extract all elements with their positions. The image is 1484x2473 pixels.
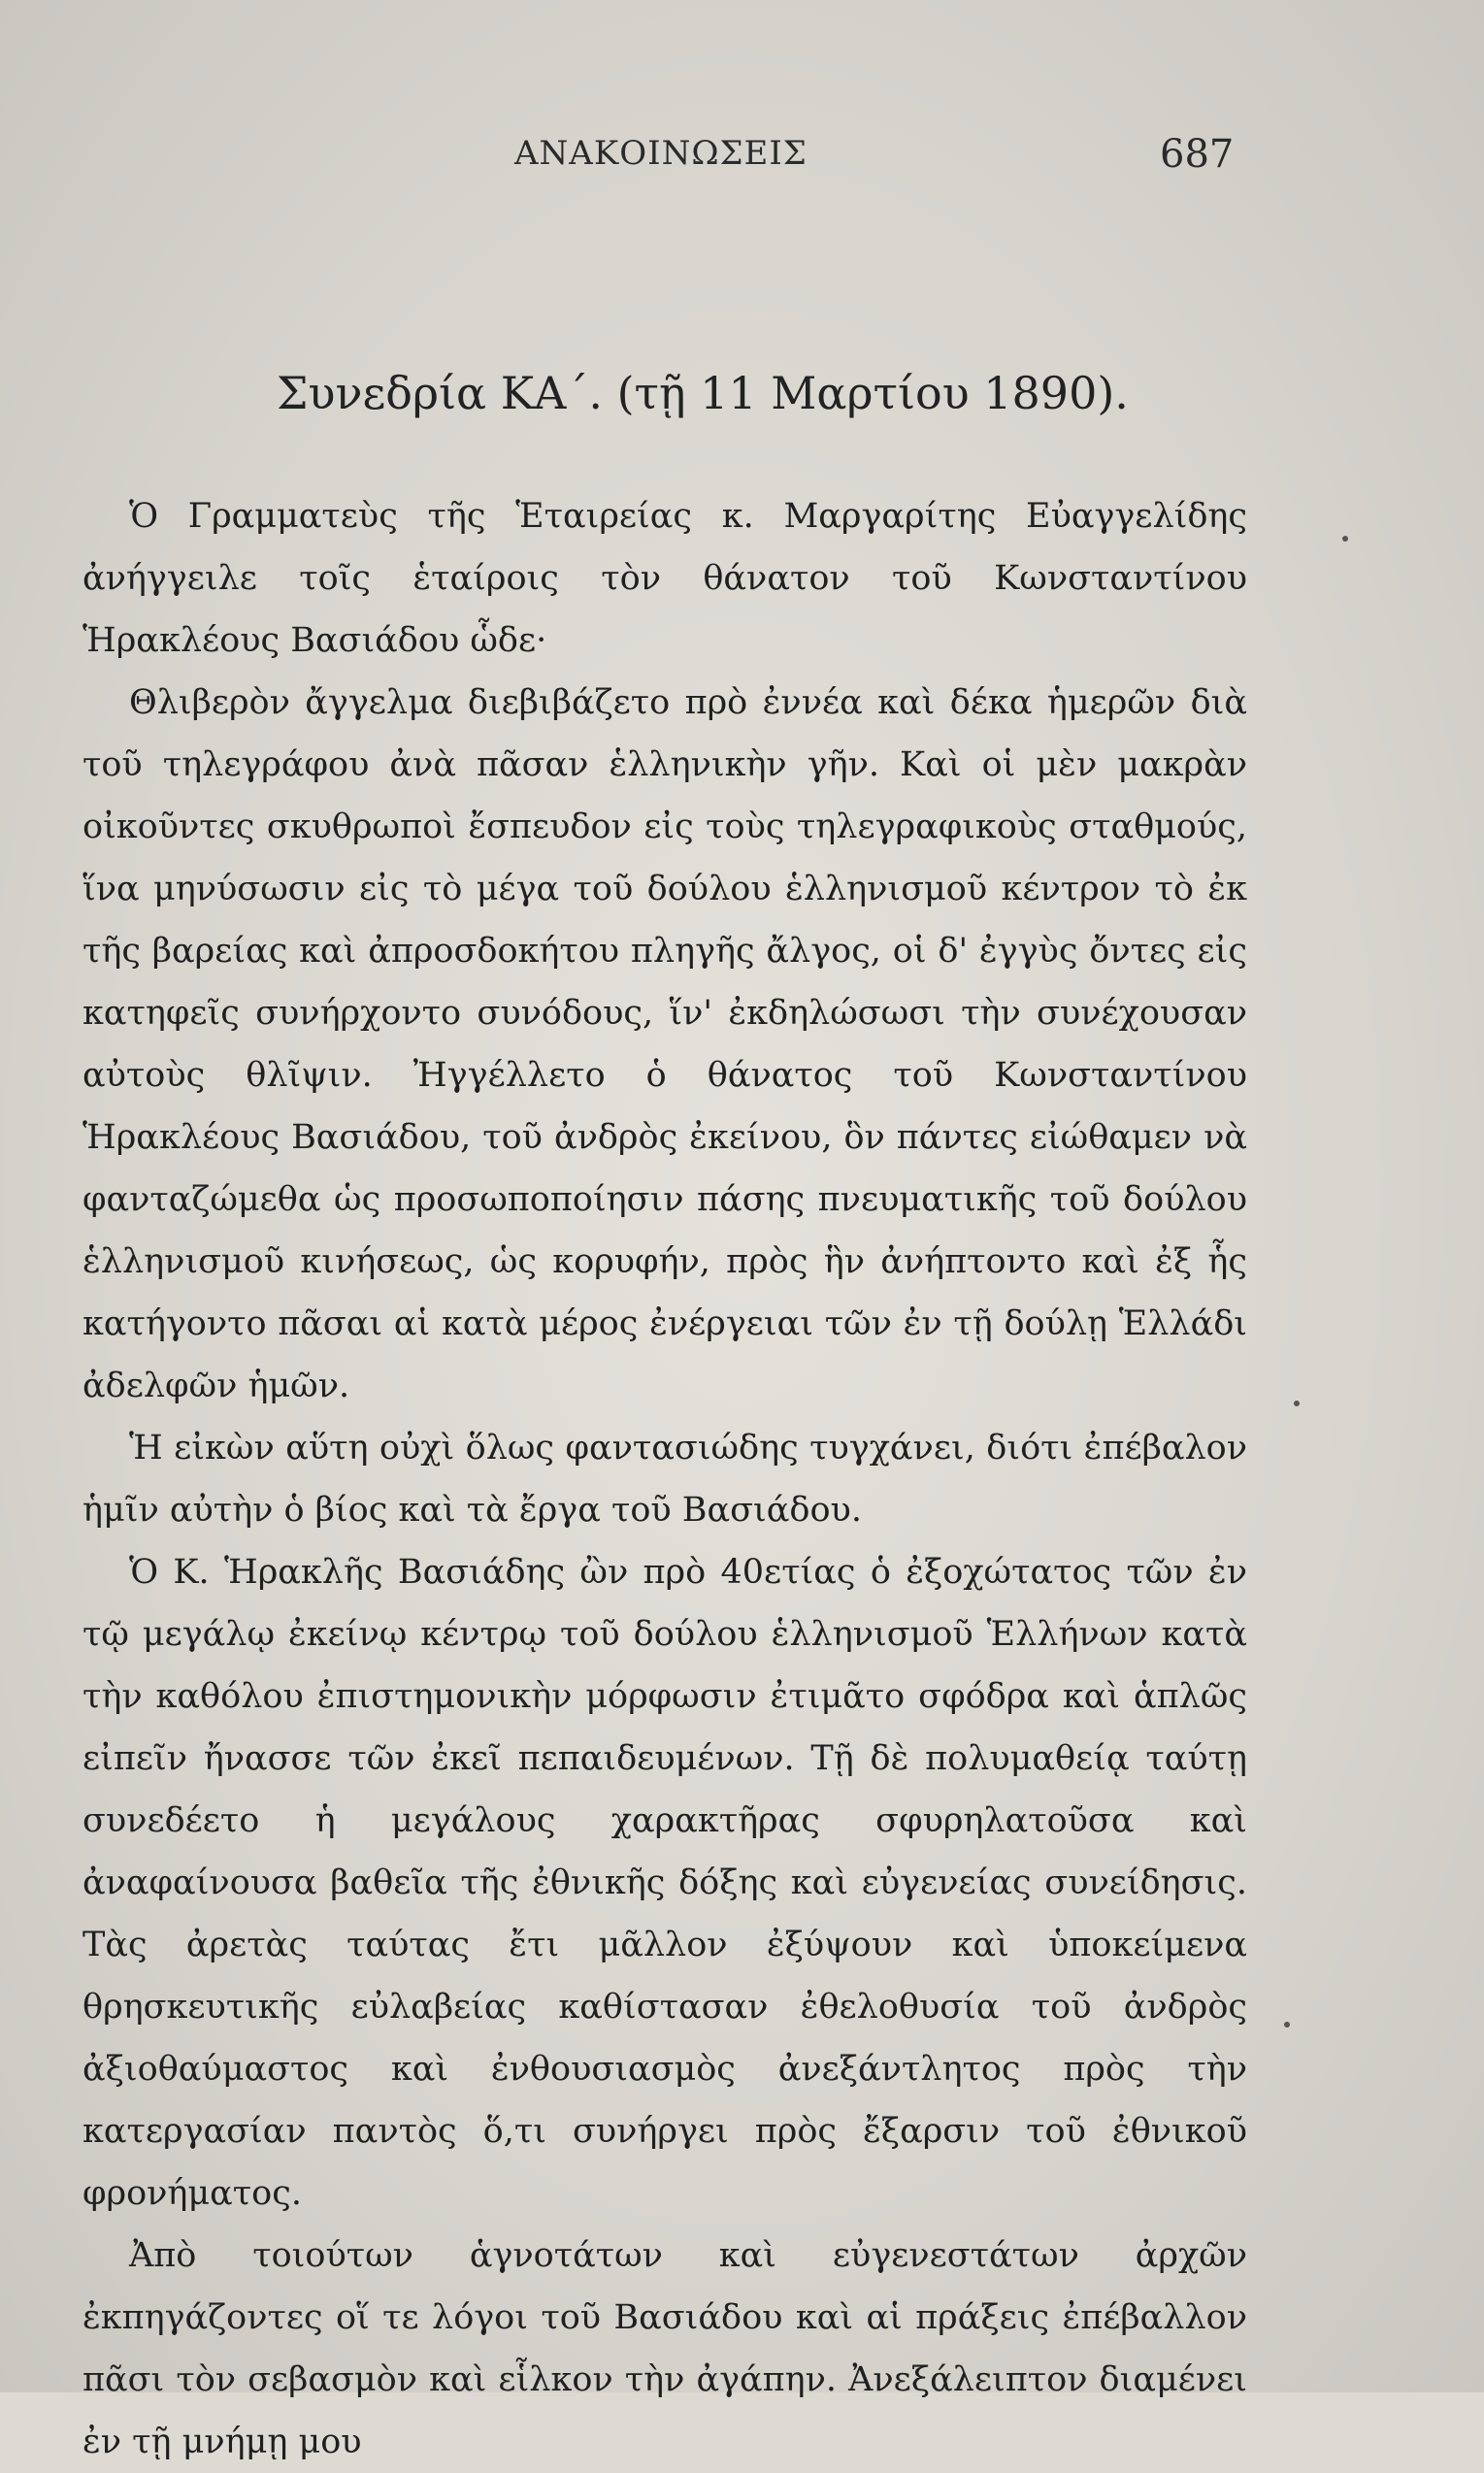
body-text (82, 485, 1247, 2473)
running-title: ΑΝΑΚΟΙΝΩΣΕΙΣ (514, 134, 808, 173)
paragraph-announcement: Ὁ Γραμματεὺς τῆς Ἑταιρείας κ. Μαργαρίτης Εὐαγγελίδης ἀνήγγειλε τοῖς ἑταίροις τὸν θάνατον τοῦ Κωνσταντίνου Ἡρακλέους Βασιάδου ὧδε· (82, 497, 1247, 660)
print-speck (1294, 1401, 1300, 1406)
paragraph-image: Ἡ εἰκὼν αὕτη οὐχὶ ὅλως φαντασιώδης τυγχάνει, διότι ἐπέβαλον ἡμῖν αὐτὴν ὁ βίος καὶ τὰ ἔργα τοῦ Βασιάδου. (82, 1429, 1247, 1530)
print-speck (1342, 536, 1348, 542)
paragraph-sad-news: Θλιβερὸν ἄγγελμα διεβιβάζετο πρὸ ἐννέα καὶ δέκα ἡμερῶν διὰ τοῦ τηλεγράφου ἀνὰ πᾶσαν ἑλληνικὴν γῆν. Καὶ οἱ μὲν μακρὰν οἰκοῦντες σκυθρωποὶ ἔσπευδον εἰς τοὺς τηλεγραφικοὺς σταθμούς, ἵνα μηνύσωσιν εἰς τὸ μέγα τοῦ δούλου ἑλληνισμοῦ κέντρον τὸ ἐκ τῆς βαρείας καὶ ἀπροσδοκήτου πληγῆς ἄλγος, οἱ δ' ἐγγὺς ὄντες εἰς κατηφεῖς συνήρχοντο συνόδους, ἵν' ἐκδηλώσωσι τὴν συνέχουσαν αὐτοὺς θλῖψιν. Ἠγγέλλετο ὁ θάνατος τοῦ Κωνσταντίνου Ἡρακλέους Βασιάδου, τοῦ ἀνδρὸς ἐκείνου, ὃν πάντες εἰώθαμεν νὰ φανταζώμεθα ὡς προσωποποίησιν πάσης πνευματικῆς τοῦ δούλου ἑλληνισμοῦ κινήσεως, ὡς κορυφήν, πρὸς ἣν ἀνήπτοντο καὶ ἐξ ἧς κατήγοντο πᾶσαι αἱ κατὰ μέρος ἐνέργειαι τῶν ἐν τῇ δούλῃ Ἑλλάδι ἀδελφῶν ἡμῶν. (82, 683, 1247, 1405)
page-number: 687 (1160, 132, 1235, 177)
print-speck (1284, 2022, 1290, 2028)
paragraph-principles: Ἀπὸ τοιούτων ἁγνοτάτων καὶ εὐγενεστάτων ἀρχῶν ἐκπηγάζοντες οἵ τε λόγοι τοῦ Βασιάδου καὶ αἱ πράξεις ἐπέβαλλον πᾶσι τὸν σεβασμὸν καὶ εἷλκον τὴν ἀγάπην. Ἀνεξάλειπτον διαμένει ἐν τῇ μνήμῃ μου (82, 2236, 1247, 2461)
session-heading: Συνεδρία ΚΑ΄. (τῇ 11 Μαρτίου 1890). (277, 367, 1129, 419)
paragraph-vasiadis: Ὁ Κ. Ἡρακλῆς Βασιάδης ὢν πρὸ 40ετίας ὁ ἐξοχώτατος τῶν ἐν τῷ μεγάλῳ ἐκείνῳ κέντρῳ τοῦ δούλου ἑλληνισμοῦ Ἑλλήνων κατὰ τὴν καθόλου ἐπιστημονικὴν μόρφωσιν ἐτιμᾶτο σφόδρα καὶ ἁπλῶς εἰπεῖν ἤνασσε τῶν ἐκεῖ πεπαιδευμένων. Τῇ δὲ πολυμαθείᾳ ταύτῃ συνεδέετο ἡ μεγάλους χαρακτῆρας σφυρηλατοῦσα καὶ ἀναφαίνουσα βαθεῖα τῆς ἐθνικῆς δόξης καὶ εὐγενείας συνείδησις. Τὰς ἀρετὰς ταύτας ἔτι μᾶλλον ἐξύψουν καὶ ὑποκείμενα θρησκευτικῆς εὐλαβείας καθίστασαν ἐθελοθυσία τοῦ ἀνδρὸς ἀξιοθαύμαστος καὶ ἐνθουσιασμὸς ἀνεξάντλητος πρὸς τὴν κατεργασίαν παντὸς ὅ,τι συνήργει πρὸς ἔξαρσιν τοῦ ἐθνικοῦ φρονήματος. (82, 1553, 1247, 2213)
